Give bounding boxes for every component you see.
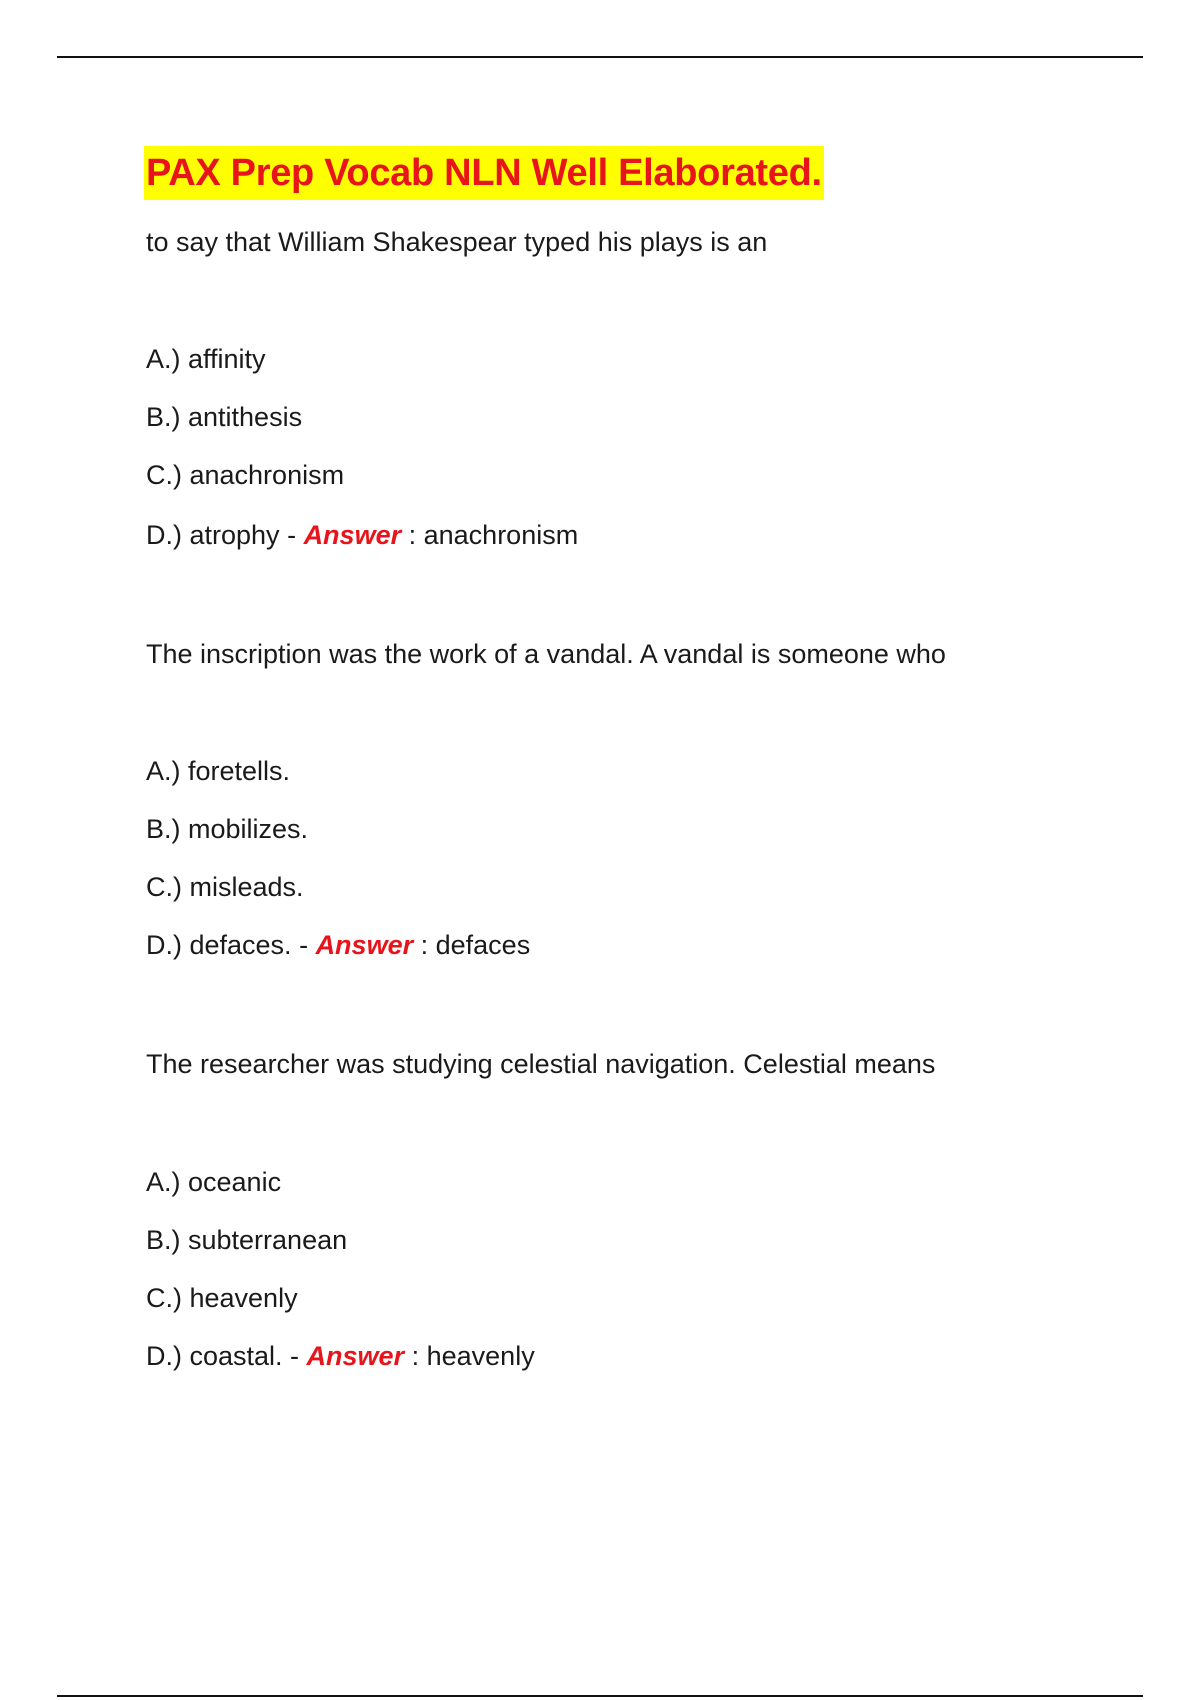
document-title: PAX Prep Vocab NLN Well Elaborated.	[144, 146, 824, 200]
question-prompt: to say that William Shakespear typed his plays is an	[146, 227, 768, 257]
answer-value: defaces	[435, 930, 531, 960]
question-prompt: The inscription was the work of a vandal. A vandal is someone who	[146, 639, 946, 669]
option-d-with-answer: D.) coastal. - Answer : heavenly	[146, 1341, 535, 1371]
option-a: A.) oceanic	[146, 1167, 282, 1197]
option-c: C.) anachronism	[146, 460, 345, 490]
option-a: A.) affinity	[146, 344, 266, 374]
option-c: C.) misleads.	[146, 872, 304, 902]
answer-label: Answer	[315, 930, 414, 960]
option-b: B.) mobilizes.	[146, 814, 309, 844]
option-c: C.) heavenly	[146, 1283, 298, 1313]
answer-value: heavenly	[426, 1341, 535, 1371]
question-prompt: The researcher was studying celestial navigation. Celestial means	[146, 1049, 936, 1079]
option-d: D.) coastal.	[146, 1341, 283, 1371]
option-d: D.) defaces.	[146, 930, 292, 960]
answer-value: anachronism	[423, 520, 579, 550]
option-b: B.) subterranean	[146, 1225, 348, 1255]
answer-label: Answer	[306, 1341, 405, 1371]
document-page	[146, 146, 1106, 1371]
bottom-rule	[57, 1695, 1143, 1697]
option-d-with-answer: D.) defaces. - Answer : defaces	[146, 930, 531, 960]
option-d-with-answer: D.) atrophy - Answer : anachronism	[146, 520, 579, 550]
option-d: D.) atrophy	[146, 520, 280, 550]
option-b: B.) antithesis	[146, 402, 303, 432]
option-a: A.) foretells.	[146, 756, 291, 786]
top-rule	[57, 56, 1143, 58]
answer-label: Answer	[303, 520, 402, 550]
